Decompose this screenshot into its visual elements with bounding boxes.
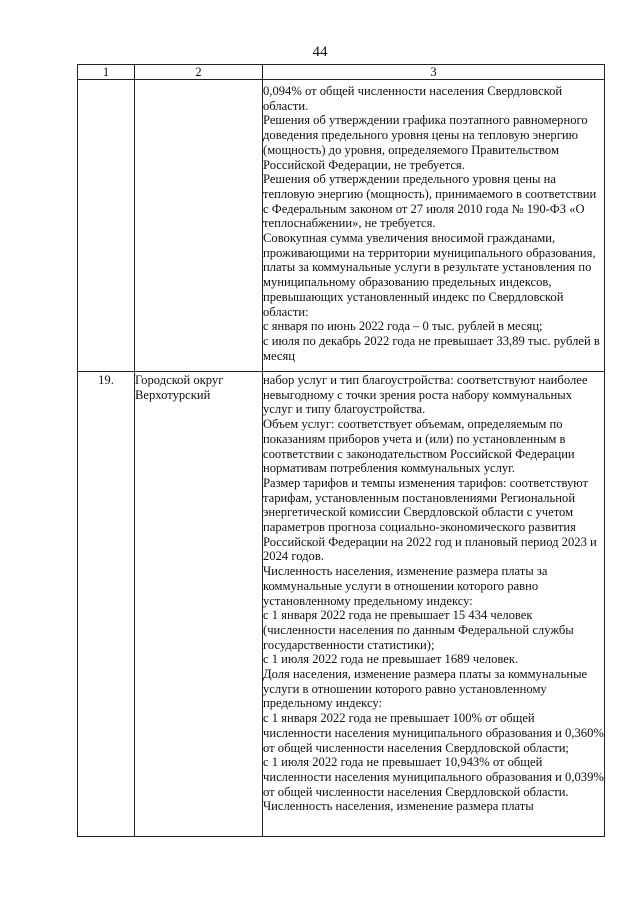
paragraph: Численность населения, изменение размера платы за коммунальные услуги в отношении которого равно установленному предельному индексу:: [263, 564, 548, 608]
paragraph: с января по июнь 2022 года – 0 тыс. рублей в месяц;: [263, 319, 543, 334]
paragraph: Решения об утверждении предельного уровня цены на тепловую энергию (мощность), принимаемого в соответствии с Федеральным законом от 27 июля 2010 года № 190-ФЗ «О теплоснабжении», не требуется.: [263, 172, 597, 231]
paragraph: Размер тарифов и темпы изменения тарифов: соответствуют тарифам, установленным постановлениями Региональной энергетической комиссии Свердловской области с учетом параметров прогноза социально-экономического развития Российской Федерации на 2022 год и плановый период 2023 и 2024 годов.: [263, 475, 597, 564]
paragraph: с июля по декабрь 2022 года не превышает 33,89 тыс. рублей в месяц: [263, 333, 600, 363]
table-row-19: [78, 372, 605, 837]
municipality-name-cell: Городской округ Верхотурский: [135, 372, 263, 837]
paragraph: с 1 января 2022 года не превышает 100% от общей численности населения муниципального образования и 0,360% от общей численности населения Свердловской области;: [263, 711, 604, 755]
table-row-continued: [78, 80, 605, 372]
paragraph: 0,094% от общей численности населения Свердловской области.: [263, 84, 563, 113]
paragraph: Решения об утверждении графика поэтапного равномерного доведения предельного уровня цены на тепловую энергию (мощность) до уровня, определяемого Правительством Российской Федерации, не требуется.: [263, 113, 588, 172]
paragraph: Объем услуг: соответствует объемам, определяемым по показаниям приборов учета и (или) по установленным в соответствии с законодательством Российской Федерации нормативам потребления коммунальных услуг.: [263, 417, 575, 476]
municipality-name-cell: [135, 80, 263, 372]
paragraph: Численность населения, изменение размера платы: [263, 799, 534, 814]
paragraph: набор услуг и тип благоустройства: соответствуют наиболее невыгодному с точки зрения роста набору коммунальных услуг и типу благоустройства.: [263, 373, 588, 417]
paragraph: Совокупная сумма увеличения вносимой гражданами, проживающими на территории муниципального образования, платы за коммунальные услуги в результате установления по муниципальному образованию предельных индексов, превышающих установленный индекс по Свердловской области:: [263, 231, 596, 319]
column-header-3: 3: [263, 65, 605, 80]
paragraph: с 1 января 2022 года не превышает 15 434 человек (численности населения по данным Федеральной службы государственности статистики);: [263, 608, 574, 652]
row-content-cell: [263, 80, 605, 372]
paragraph: с 1 июля 2022 года не превышает 10,943% от общей численности населения муниципального образования и 0,039% от общей численности населения Свердловской области.: [263, 755, 604, 799]
column-header-1: 1: [78, 65, 135, 80]
regulation-table: [77, 64, 605, 837]
row-number-cell: 19.: [78, 372, 135, 837]
paragraph: с 1 июля 2022 года не превышает 1689 человек.: [263, 652, 519, 667]
paragraph: Доля населения, изменение размера платы за коммунальные услуги в отношении которого равно установленному предельному индексу:: [263, 667, 588, 711]
column-header-2: 2: [135, 65, 263, 80]
page-number: 44: [312, 44, 328, 60]
table-header-row: [78, 65, 605, 80]
row-number-cell: [78, 80, 135, 372]
row-content-cell: [263, 372, 605, 837]
